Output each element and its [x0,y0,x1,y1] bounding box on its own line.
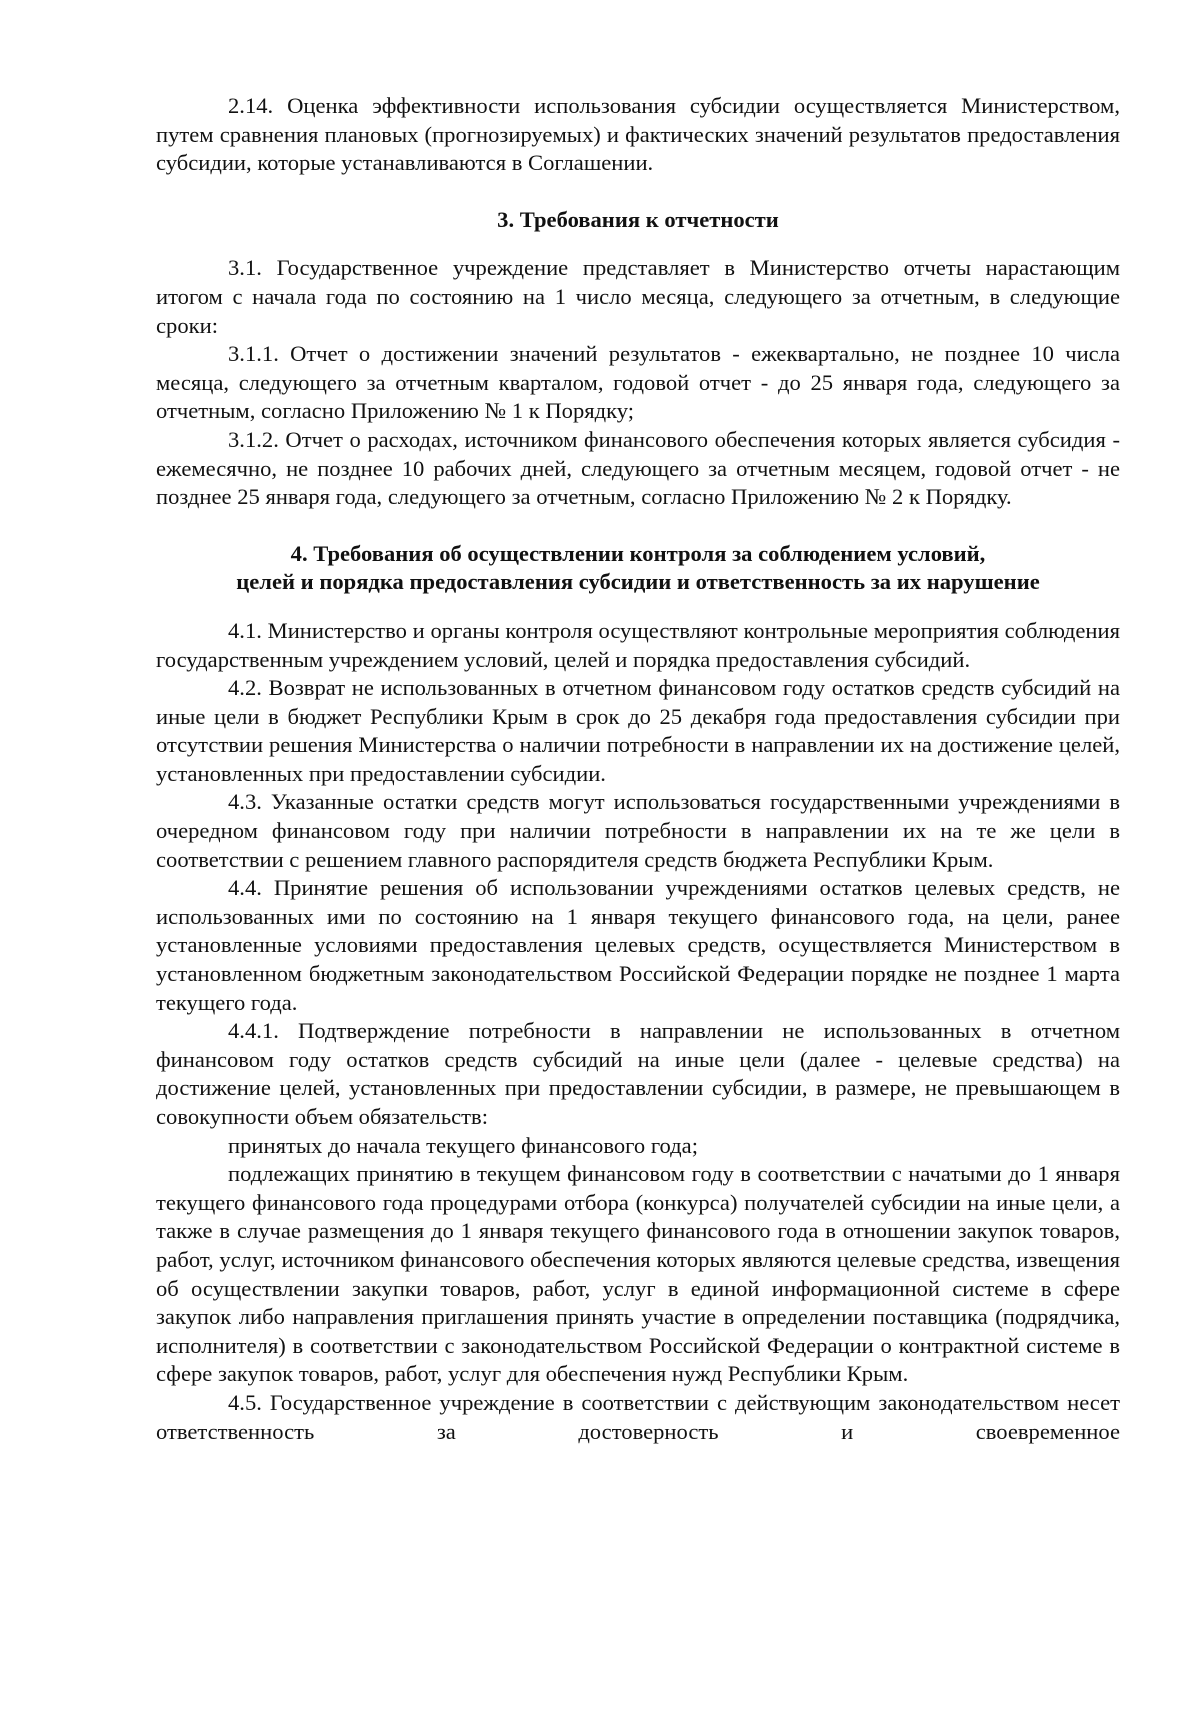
paragraph-3-1-1: 3.1.1. Отчет о достижении значений результатов - ежеквартально, не позднее 10 числа месяца, следующего за отчетным кварталом, годовой отчет - до 25 января года, следующего за отчетным, согласно Приложению № 1 к Порядку; [156,341,1120,424]
section-3-title: 3. Требования к отчетности [497,206,779,232]
paragraph-4-4-1: 4.4.1. Подтверждение потребности в направлении не использованных в отчетном финансовом году остатков средств субсидий на иные цели (далее - целевые средства) на достижение целей, установленных при предоставлении субсидии, в размере, не превышающем в совокупности объем обязательств: [156,1018,1120,1129]
paragraph-4-2: 4.2. Возврат не использованных в отчетном финансовом году остатков средств субсидий на иные цели в бюджет Республики Крым в срок до 25 декабря года предоставления субсидии при отсутствии решения Министерства о наличии потребности в направлении их на достижение целей, установленных при предоставлении субсидии. [156,675,1120,786]
paragraph-4-5: 4.5. Государственное учреждение в соответствии с действующим законодательством несет ответственность за достоверность и своевременное [156,1389,1120,1444]
paragraph-4-4: 4.4. Принятие решения об использовании учреждениями остатков целевых средств, не использованных ими по состоянию на 1 января текущего финансового года, на цели, ранее установленные условиями предоставления целевых средств, осуществляется Министерством в установленном бюджетным законодательством Российской Федерации порядке не позднее 1 марта текущего года. [156,875,1120,1015]
document-page [156,92,1120,1446]
section-4-title-line2: целей и порядка предоставления субсидии и ответственность за их нарушение [236,569,1040,595]
paragraph-2-14: 2.14. Оценка эффективности использования субсидии осуществляется Министерством, путем сравнения плановых (прогнозируемых) и фактических значений результатов предоставления субсидии, которые устанавливаются в Соглашении. [156,93,1120,176]
paragraph-4-3: 4.3. Указанные остатки средств могут использоваться государственными учреждениями в очередном финансовом году при наличии потребности в направлении их на те же цели в соответствии с решением главного распорядителя средств бюджета Республики Крым. [156,789,1120,872]
paragraph-4-1: 4.1. Министерство и органы контроля осуществляют контрольные мероприятия соблюдения государственным учреждением условий, целей и порядка предоставления субсидий. [156,617,1120,672]
list-item-obligations-pending: подлежащих принятию в текущем финансовом году в соответствии с начатыми до 1 января текущего финансового года процедурами отбора (конкурса) получателей субсидии на иные цели, а также в случае размещения до 1 января текущего финансового года в отношении закупок товаров, работ, услуг, источником финансового обеспечения которых являются целевые средства, извещения об осуществлении закупки товаров, работ, услуг в единой информационной системе в сфере закупок либо направления приглашения принять участие в определении поставщика (подрядчика, исполнителя) в соответствии с законодательством Российской Федерации о контрактной системе в сфере закупок товаров, работ, услуг для обеспечения нужд Республики Крым. [156,1161,1120,1387]
list-item-obligations-accepted: принятых до начала текущего финансового года; [228,1132,698,1158]
paragraph-3-1-2: 3.1.2. Отчет о расходах, источником финансового обеспечения которых является субсидия - ежемесячно, не позднее 10 рабочих дней, следующего за отчетным месяцем, годовой отчет - не позднее 25 января года, следующего за отчетным, согласно Приложению № 2 к Порядку. [156,426,1120,510]
section-4-title-line1: 4. Требования об осуществлении контроля за соблюдением условий, [290,540,986,566]
paragraph-3-1: 3.1. Государственное учреждение представляет в Министерство отчеты нарастающим итогом с начала года по состоянию на 1 число месяца, следующего за отчетным, в следующие сроки: [156,255,1120,338]
